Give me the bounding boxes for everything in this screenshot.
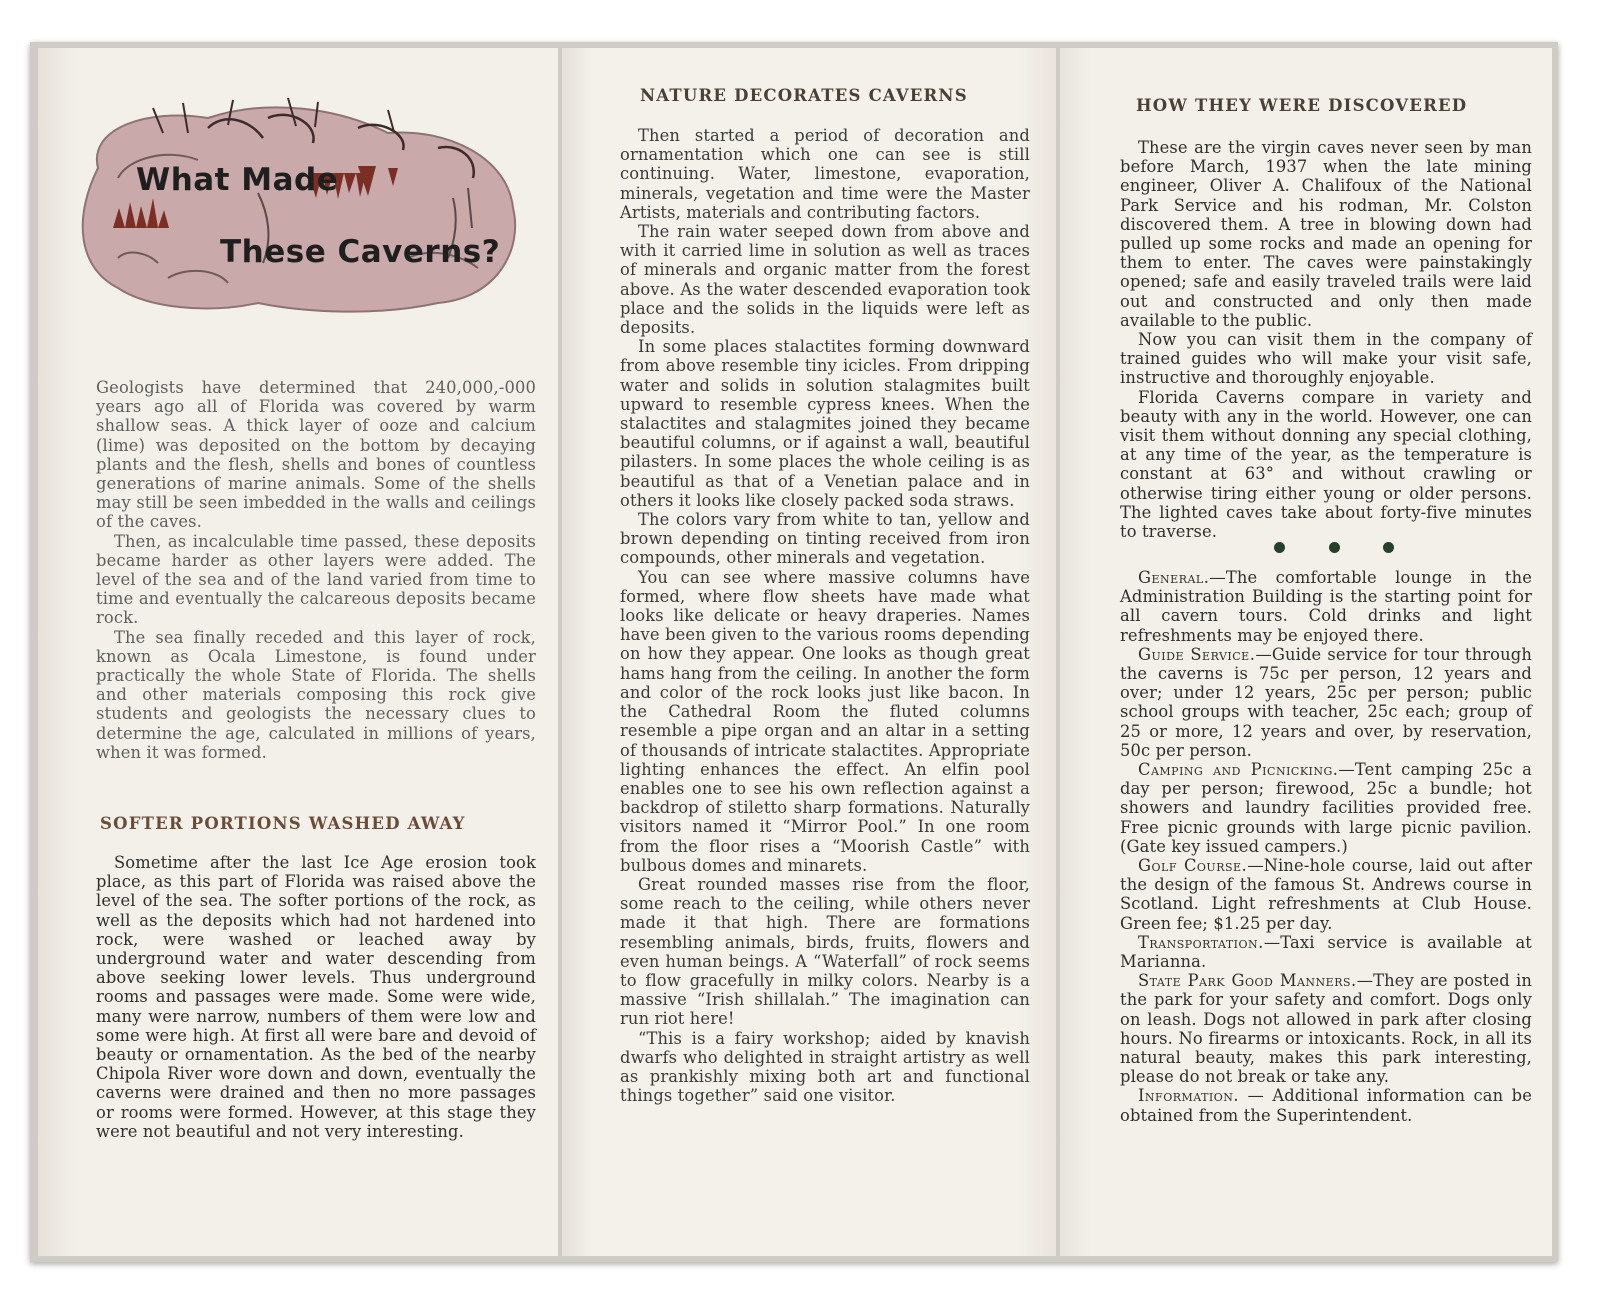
info-item-general — [1120, 568, 1532, 645]
left-intro-text — [96, 378, 536, 762]
separator-dots — [1274, 542, 1394, 556]
info-text: —The comfortable lounge in the Administration Building is the starting point for all cavern tours. Cold drinks and light refreshments may be enjoyed there. — [1120, 568, 1532, 645]
section-heading-nature-decorates: NATURE DECORATES CAVERNS — [640, 86, 968, 105]
paragraph: Then, as incalculable time passed, these deposits became harder as other layers were added. The level of the sea and of the land varied from time to time and eventually the calcareous deposits became rock. — [96, 531, 536, 628]
paragraph: Sometime after the last Ice Age erosion took place, as this part of Florida was raised above the level of the sea. The softer portions of the rock, as well as the deposits which had not hardened into rock, were washed or leached away by underground water and water descending from above seeking lower levels. Thus underground rooms and passages were made. Some were wide, many were narrow, numbers of them were low and some were high. At first all were bare and devoid of beauty or ornamentation. As the bed of the nearby Chipola River wore down and down, eventually the caverns were drained and then no more passages or rooms were formed. However, at this stage they were not beautiful and not very interesting. — [96, 853, 536, 1141]
info-label: State Park Good Manners. — [1138, 971, 1357, 991]
info-item-camping — [1120, 760, 1532, 856]
info-text: —Guide service for tour through the caverns is 75c per person, 12 years and over; under 12 years, 25c per person; public school groups with teacher, 25c each; group of 25 or more, 12 years and over, by reservation, 50c per person. — [1120, 644, 1532, 760]
visitor-info-list — [1120, 568, 1532, 1125]
info-label: General. — [1138, 568, 1210, 587]
cavern-title-illustration — [58, 88, 528, 318]
paragraph: Florida Caverns compare in variety and beauty with any in the world. However, one can visit them without donning any special clothing, at any time of the year, as the temperature is constant at 63° and without crawling or otherwise tiring either young or older persons. The lighted caves take about forty-five minutes to traverse. — [1120, 387, 1532, 542]
info-item-golf — [1120, 856, 1532, 933]
info-text: —Taxi service is available at Marianna. — [1120, 932, 1532, 972]
info-label: Transportation. — [1138, 932, 1264, 952]
panel-left — [38, 48, 558, 1256]
info-text: —Tent camping 25c a day per person; firewood, 25c a bundle; hot showers and laundry facilities provided free. Free picnic grounds with large picnic pavilion. (Gate key issued campers.) — [1120, 760, 1532, 856]
middle-section-text — [620, 126, 1030, 1105]
paragraph: Geologists have determined that 240,000,-000 years ago all of Florida was covered by warm shallow seas. A thick layer of ooze and calcium (lime) was deposited on the bottom by decaying plants and the flesh, shells and bones of countless generations of marine animals. Some of the shells may still be seen imbedded in the walls and ceilings of the caves. — [96, 378, 536, 532]
right-section-text — [1120, 138, 1532, 541]
dot-icon — [1274, 542, 1285, 553]
info-label: Guide Service. — [1138, 644, 1256, 664]
paragraph: Now you can visit them in the company of trained guides who will make your visit safe, instructive and thoroughly enjoyable. — [1120, 330, 1532, 388]
info-item-information — [1120, 1086, 1532, 1124]
info-text: — Additional information can be obtained from the Superintendent. — [1120, 1086, 1532, 1125]
info-label: Information. — [1138, 1086, 1240, 1106]
title-line-2: These Caverns? — [220, 234, 501, 270]
paragraph: Great rounded masses rise from the floor, some reach to the ceiling, while others never made it that high. There are formations resembling animals, birds, fruits, flowers and even human beings. A “Waterfall” of rock seems to flow gracefully in milky colors. Nearby is a massive “Irish shillalah.” The imagination can run riot here! — [620, 874, 1030, 1029]
paragraph: Then started a period of decoration and ornamentation which one can see is still continuing. Water, limestone, evaporation, minerals, vegetation and time were the Master Artists, materials and contributing factors. — [620, 126, 1030, 222]
dot-icon — [1383, 542, 1394, 553]
info-label: Golf Course. — [1138, 856, 1248, 876]
info-text: —They are posted in the park for your safety and comfort. Dogs only on leash. Dogs not allowed in park after closing hours. No firearms or intoxicants. Rock, in all its natural beauty, makes this park interesting, please do not break or take any. — [1120, 971, 1532, 1087]
info-item-transportation — [1120, 933, 1532, 971]
paragraph: In some places stalactites forming downward from above resemble tiny icicles. From dripping water and solids in solution stalagmites built upward to resemble cypress knees. When the stalactites and stalagmites joined they became beautiful columns, or if against a wall, beautiful pilasters. In some places the whole ceiling is as beautiful as that of a Venetian palace and in others it looks like closely packed soda straws. — [620, 337, 1030, 510]
paragraph: These are the virgin caves never seen by man before March, 1937 when the late mining engineer, Oliver A. Chalifoux of the National Park Service and his rodman, Mr. Colston discovered them. A tree in blowing down had pulled up some rocks and made an opening for them to enter. The caves were painstakingly opened; safe and easily traveled trails were laid out and constructed and only then made available to the public. — [1120, 138, 1532, 330]
paragraph: The rain water seeped down from above and with it carried lime in solution as well as traces of minerals and organic matter from the forest above. As the water descended evaporation took place and the solids in the liquids were left as deposits. — [620, 222, 1030, 338]
left-section-text — [96, 853, 536, 1141]
info-item-good-manners — [1120, 971, 1532, 1086]
info-text: —Nine-hole course, laid out after the design of the famous St. Andrews course in Scotland. Light refreshments at Club House. Green fee; $1.25 per day. — [1120, 856, 1533, 933]
section-heading-softer-portions: SOFTER PORTIONS WASHED AWAY — [100, 814, 466, 833]
paragraph: “This is a fairy workshop; aided by knavish dwarfs who delighted in straight artistry as well as prankishly mixing both art and functional things together” said one visitor. — [620, 1028, 1030, 1106]
title-line-1: What Made — [136, 162, 339, 198]
paragraph: The colors vary from white to tan, yellow and brown depending on tinting received from iron compounds, other minerals and vegetation. — [620, 510, 1030, 568]
brochure — [30, 42, 1558, 1262]
panel-middle — [562, 48, 1056, 1256]
paragraph: The sea finally receded and this layer of rock, known as Ocala Limestone, is found under practically the whole State of Florida. The shells and other materials composing this rock give students and geologists the necessary clues to determine the age, calculated in millions of years, when it was formed. — [96, 627, 536, 762]
section-heading-how-discovered: HOW THEY WERE DISCOVERED — [1136, 96, 1468, 115]
panel-right — [1060, 48, 1552, 1256]
info-item-guide-service — [1120, 645, 1532, 760]
dot-icon — [1329, 542, 1340, 553]
paragraph: You can see where massive columns have formed, where flow sheets have made what looks like delicate or heavy draperies. Names have been given to the various rooms depending on how they appear. One looks as though great hams hang from the ceiling. In another the form and color of the rock looks just like bacon. In the Cathedral Room the fluted columns resemble a pipe organ and an altar in a setting of thousands of intricate stalactites. Appropriate lighting enhances the effect. An elfin pool enables one to see his own reflection against a backdrop of stiletto sharp formations. Naturally visitors named it “Mirror Pool.” In one room from the floor rises a “Moorish Castle” with bulbous domes and minarets. — [620, 567, 1030, 875]
info-label: Camping and Picnicking. — [1138, 760, 1339, 780]
